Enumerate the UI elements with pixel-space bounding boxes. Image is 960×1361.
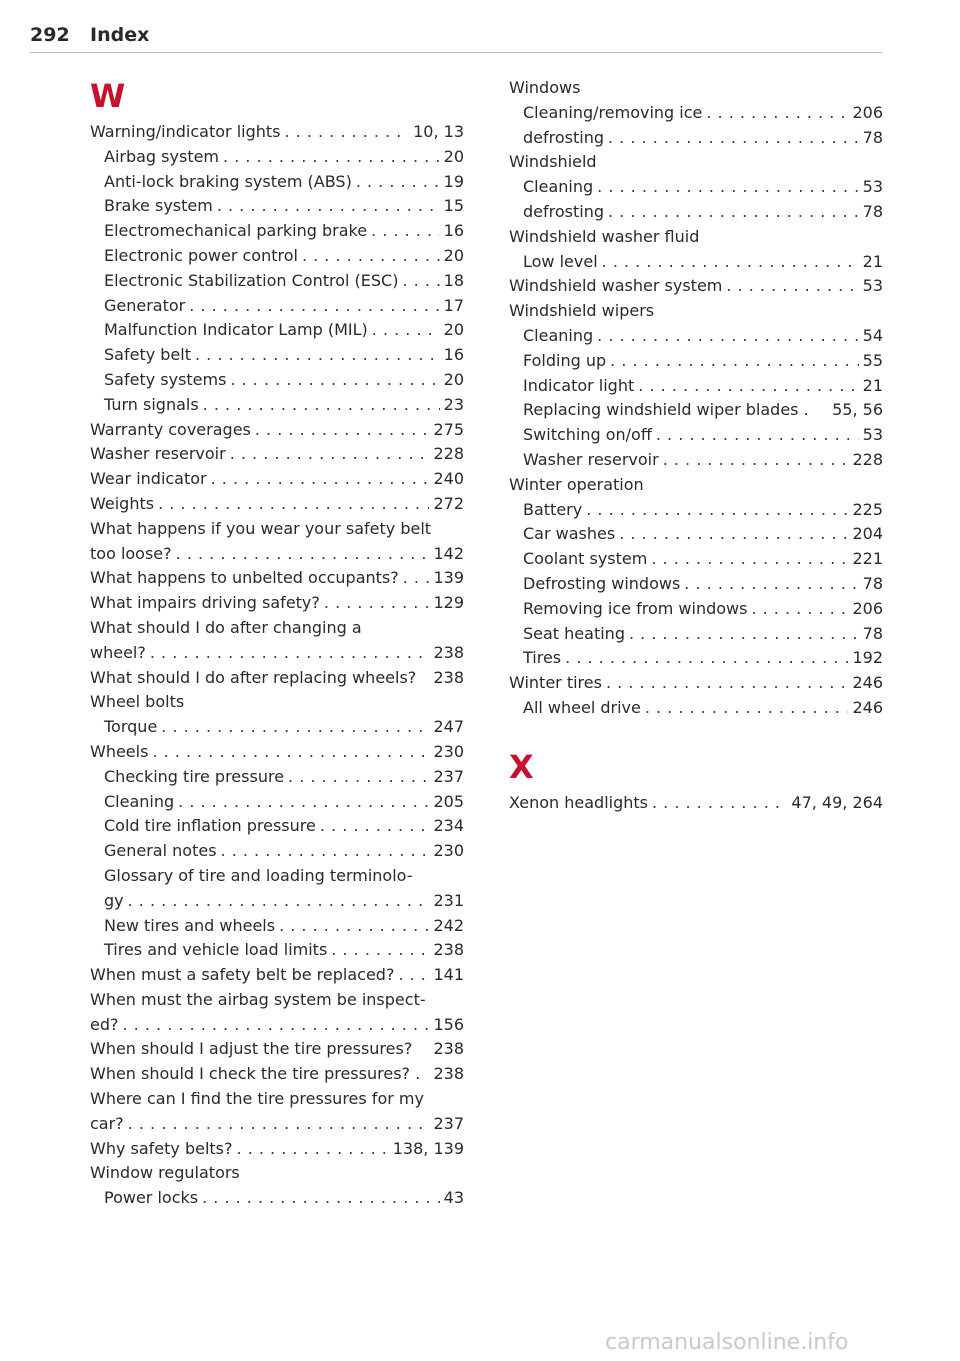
- entry-term: When should I adjust the tire pressures?: [90, 1039, 413, 1059]
- section-spacer: [509, 721, 883, 747]
- entry-term: defrosting: [523, 127, 604, 147]
- entry-term: defrosting: [523, 201, 604, 221]
- entry-page-ref: 237: [433, 1113, 464, 1133]
- dot-leader: [284, 120, 409, 145]
- entry-term: New tires and wheels: [104, 915, 276, 935]
- entry-page-ref: 54: [862, 325, 883, 345]
- index-entry: [509, 498, 883, 523]
- entry-term: Removing ice from windows: [523, 598, 748, 618]
- entry-term: When should I check the tire pressures? .: [90, 1064, 421, 1084]
- entry-term: Coolant system: [523, 549, 648, 569]
- index-entry: [90, 219, 464, 244]
- index-entry: [509, 274, 883, 299]
- entry-term: wheel?: [90, 642, 146, 662]
- entry-term: Cleaning: [104, 791, 175, 811]
- entry-page-ref: 78: [862, 127, 883, 147]
- index-heading: Wheel bolts: [90, 692, 185, 712]
- entry-page-ref: 238: [433, 1039, 464, 1059]
- index-entry: [90, 467, 464, 492]
- entry-term: Why safety belts?: [90, 1138, 233, 1158]
- entry-page-ref: 204: [852, 524, 883, 544]
- dot-leader: [158, 492, 429, 517]
- index-entry: [90, 393, 464, 418]
- index-entry: [509, 597, 883, 622]
- entry-page-ref: 237: [433, 766, 464, 786]
- dot-leader: [629, 622, 859, 647]
- entry-term: gy: [104, 890, 124, 910]
- index-entry: [90, 740, 464, 765]
- dot-leader: [706, 101, 848, 126]
- index-entry: [509, 175, 883, 200]
- index-entry: [90, 442, 464, 467]
- entry-page-ref: 53: [862, 425, 883, 445]
- entry-term: Cleaning/removing ice: [523, 102, 703, 122]
- index-entry: [90, 1112, 464, 1137]
- index-entry: [509, 547, 883, 572]
- entry-term: Defrosting windows: [523, 573, 681, 593]
- entry-page-ref: 238: [433, 642, 464, 662]
- dot-leader: [161, 715, 429, 740]
- dot-leader: [726, 274, 858, 299]
- index-heading: Winter operation: [509, 474, 644, 494]
- entry-page-ref: 246: [852, 697, 883, 717]
- index-entry: [90, 368, 464, 393]
- index-entry: [509, 622, 883, 647]
- entry-term: All wheel drive: [523, 697, 641, 717]
- entry-term: Battery: [523, 499, 583, 519]
- dot-leader: [230, 368, 439, 393]
- entry-page-ref: 20: [443, 320, 464, 340]
- entry-page-ref: 206: [852, 598, 883, 618]
- dot-leader: [288, 765, 429, 790]
- dot-leader: [356, 170, 440, 195]
- index-entry: [509, 522, 883, 547]
- entry-page-ref: 15: [443, 196, 464, 216]
- dot-leader: [223, 145, 440, 170]
- dot-leader: [152, 740, 429, 765]
- index-entry: [90, 839, 464, 864]
- dot-leader: [128, 1112, 430, 1137]
- index-heading: Windshield wipers: [509, 301, 655, 321]
- entry-page-ref: 78: [862, 623, 883, 643]
- entry-term: What should I do after replacing wheels?: [90, 667, 417, 687]
- index-heading: Where can I find the tire pressures for my: [90, 1089, 424, 1109]
- entry-term: Folding up: [523, 350, 607, 370]
- dot-leader: [195, 343, 440, 368]
- dot-leader: [128, 889, 430, 914]
- entry-page-ref: 78: [862, 201, 883, 221]
- dot-leader: [751, 597, 848, 622]
- page-number: 292: [30, 24, 70, 46]
- entry-page-ref: 230: [433, 841, 464, 861]
- index-entry: [509, 126, 883, 151]
- entry-term: Weights: [90, 493, 155, 513]
- index-heading: What happens if you wear your safety belt: [90, 518, 432, 538]
- dot-leader: [178, 790, 429, 815]
- entry-page-ref: 221: [852, 549, 883, 569]
- entry-page-ref: 240: [433, 469, 464, 489]
- entry-term: Torque: [104, 717, 158, 737]
- entry-page-ref: 206: [852, 102, 883, 122]
- entry-page-ref: 141: [433, 965, 464, 985]
- entry-term: Electronic Stabilization Control (ESC): [104, 270, 399, 290]
- entry-page-ref: 230: [433, 741, 464, 761]
- index-entry: [90, 318, 464, 343]
- dot-leader: [189, 294, 439, 319]
- index-entry: [90, 914, 464, 939]
- index-entry: [509, 101, 883, 126]
- dot-leader: [203, 393, 440, 418]
- entry-term: Cleaning: [523, 177, 594, 197]
- entry-term: Washer reservoir: [90, 444, 226, 464]
- entry-term: Replacing windshield wiper blades .: [523, 400, 809, 420]
- entry-term: too loose?: [90, 543, 172, 563]
- entry-page-ref: 238: [433, 667, 464, 687]
- entry-page-ref: 272: [433, 493, 464, 513]
- index-entry: [90, 269, 464, 294]
- entry-term: Indicator light: [523, 375, 635, 395]
- entry-page-ref: 20: [443, 369, 464, 389]
- entry-term: When must a safety belt be replaced?: [90, 965, 395, 985]
- entry-page-ref: 53: [862, 276, 883, 296]
- entry-page-ref: 246: [852, 673, 883, 693]
- dot-leader: [398, 963, 429, 988]
- index-entry: [509, 791, 883, 816]
- dot-leader: [211, 467, 430, 492]
- index-entry: [509, 696, 883, 721]
- index-entry: [90, 170, 464, 195]
- dot-leader: [597, 175, 858, 200]
- dot-leader: [608, 126, 859, 151]
- entry-page-ref: 18: [443, 270, 464, 290]
- dot-leader: [684, 572, 858, 597]
- index-entry: [509, 349, 883, 374]
- dot-leader: [324, 591, 430, 616]
- dot-leader: [123, 1013, 430, 1038]
- entry-page-ref: 55, 56: [832, 400, 883, 420]
- index-entry: [509, 423, 883, 448]
- entry-term: General notes: [104, 841, 217, 861]
- entry-page-ref: 55: [862, 350, 883, 370]
- entry-page-ref: 238: [433, 1064, 464, 1084]
- entry-term: Windshield washer system: [509, 276, 723, 296]
- index-entry: [90, 790, 464, 815]
- index-heading: Glossary of tire and loading terminolo-: [104, 865, 413, 885]
- entry-page-ref: 21: [862, 251, 883, 271]
- entry-page-ref: 139: [433, 568, 464, 588]
- index-entry: [509, 398, 883, 423]
- index-entry: [90, 963, 464, 988]
- index-entry: [90, 1186, 464, 1211]
- dot-leader: [255, 418, 430, 443]
- index-entry: [90, 492, 464, 517]
- dot-leader: [320, 814, 430, 839]
- dot-leader: [597, 324, 858, 349]
- index-heading: Window regulators: [90, 1163, 240, 1183]
- index-entry: [509, 572, 883, 597]
- dot-leader: [237, 1137, 389, 1162]
- entry-term: Seat heating: [523, 623, 625, 643]
- dot-leader: [565, 646, 848, 671]
- index-entry: [90, 542, 464, 567]
- dot-leader: [202, 1186, 440, 1211]
- index-heading: What should I do after changing a: [90, 617, 362, 637]
- index-entry: [90, 294, 464, 319]
- entry-page-ref: 47, 49, 264: [791, 792, 883, 812]
- entry-term: Safety systems: [104, 369, 227, 389]
- entry-term: What impairs driving safety?: [90, 593, 320, 613]
- dot-leader: [176, 542, 430, 567]
- entry-page-ref: 10, 13: [413, 122, 464, 141]
- index-entry: [90, 591, 464, 616]
- entry-page-ref: 242: [433, 915, 464, 935]
- entry-term: Cleaning: [523, 325, 594, 345]
- dot-leader: [402, 269, 439, 294]
- entry-term: Electronic power control: [104, 245, 298, 265]
- entry-page-ref: 225: [852, 499, 883, 519]
- index-entry: [90, 765, 464, 790]
- entry-term: What happens to unbelted occupants?: [90, 568, 399, 588]
- entry-page-ref: 43: [443, 1188, 464, 1208]
- index-entry: [90, 244, 464, 269]
- page-header: [30, 22, 882, 53]
- dot-leader: [586, 498, 848, 523]
- entry-page-ref: 129: [433, 593, 464, 613]
- dot-leader: [645, 696, 849, 721]
- index-entry: [90, 194, 464, 219]
- index-entry: [90, 1037, 464, 1062]
- entry-page-ref: 19: [443, 171, 464, 191]
- dot-leader: [610, 349, 858, 374]
- dot-leader: [150, 641, 430, 666]
- entry-term: Electromechanical parking brake: [104, 221, 368, 241]
- index-entry: [509, 646, 883, 671]
- dot-leader: [372, 318, 440, 343]
- index-entry: [509, 671, 883, 696]
- entry-page-ref: 228: [852, 449, 883, 469]
- entry-term: Warning/indicator lights: [90, 122, 281, 141]
- index-entry: [90, 418, 464, 443]
- dot-leader: [606, 671, 848, 696]
- dot-leader: [403, 566, 430, 591]
- entry-term: Anti-lock braking system (ABS): [104, 171, 352, 191]
- index-entry: [90, 1062, 464, 1087]
- entry-term: Malfunction Indicator Lamp (MIL): [104, 320, 368, 340]
- dot-leader: [217, 194, 440, 219]
- entry-page-ref: 20: [443, 146, 464, 166]
- index-entry: [90, 814, 464, 839]
- index-heading: Windshield washer fluid: [509, 226, 700, 246]
- entry-term: Power locks: [104, 1188, 199, 1208]
- index-entry: [90, 566, 464, 591]
- dot-leader: [230, 442, 430, 467]
- index-entry: [509, 324, 883, 349]
- entry-term: Wear indicator: [90, 469, 207, 489]
- entry-term: Tires: [523, 648, 562, 668]
- entry-term: car?: [90, 1113, 124, 1133]
- dot-leader: [652, 791, 787, 816]
- index-entry: [90, 641, 464, 666]
- dot-leader: [638, 374, 858, 399]
- entry-page-ref: 231: [433, 890, 464, 910]
- entry-term: Low level: [523, 251, 598, 271]
- entry-page-ref: 234: [433, 816, 464, 836]
- index-column-right: [509, 76, 883, 816]
- index-entry: [90, 666, 464, 691]
- dot-leader: [331, 938, 429, 963]
- dot-leader: [619, 522, 848, 547]
- entry-term: Checking tire pressure: [104, 766, 285, 786]
- entry-term: Winter tires: [509, 673, 602, 693]
- dot-leader: [656, 423, 859, 448]
- entry-page-ref: 247: [433, 717, 464, 737]
- dot-leader: [602, 250, 859, 275]
- entry-term: Generator: [104, 295, 186, 315]
- index-entry: [509, 448, 883, 473]
- entry-page-ref: 142: [433, 543, 464, 563]
- entry-page-ref: 16: [443, 221, 464, 241]
- entry-page-ref: 20: [443, 245, 464, 265]
- entry-page-ref: 16: [443, 345, 464, 365]
- entry-term: ed?: [90, 1014, 119, 1034]
- dot-leader: [371, 219, 440, 244]
- watermark: carmanualsonline.info: [605, 1330, 849, 1355]
- index-entry: [509, 374, 883, 399]
- entry-page-ref: 23: [443, 394, 464, 414]
- index-entry: [509, 200, 883, 225]
- entry-term: Cold tire inflation pressure: [104, 816, 316, 836]
- entry-term: Xenon headlights: [509, 792, 648, 812]
- dot-leader: [279, 914, 429, 939]
- entry-term: Airbag system: [104, 146, 220, 166]
- index-heading: When must the airbag system be inspect-: [90, 989, 426, 1009]
- index-entry: [509, 250, 883, 275]
- entry-page-ref: 228: [433, 444, 464, 464]
- entry-term: Washer reservoir: [523, 449, 659, 469]
- dot-leader: [302, 244, 440, 269]
- entry-page-ref: 238: [433, 940, 464, 960]
- page-title: Index: [90, 24, 150, 46]
- entry-page-ref: 17: [443, 295, 464, 315]
- index-entry: [90, 889, 464, 914]
- entry-page-ref: 192: [852, 648, 883, 668]
- entry-term: Wheels: [90, 741, 149, 761]
- dot-leader: [608, 200, 859, 225]
- entry-page-ref: 138, 139: [392, 1138, 464, 1158]
- index-entry: [90, 145, 464, 170]
- entry-term: Safety belt: [104, 345, 191, 365]
- index-heading: Windshield: [509, 152, 597, 172]
- entry-page-ref: 53: [862, 177, 883, 197]
- entry-page-ref: 275: [433, 419, 464, 439]
- entry-term: Warranty coverages: [90, 419, 251, 439]
- entry-term: Car washes: [523, 524, 616, 544]
- entry-page-ref: 78: [862, 573, 883, 593]
- index-entry: [90, 1137, 464, 1162]
- index-entry: [90, 343, 464, 368]
- index-entry: [90, 1013, 464, 1038]
- entry-page-ref: 205: [433, 791, 464, 811]
- entry-term: Tires and vehicle load limits: [104, 940, 328, 960]
- entry-page-ref: 21: [862, 375, 883, 395]
- entry-term: Switching on/off: [523, 425, 652, 445]
- dot-leader: [651, 547, 848, 572]
- index-entry: [90, 715, 464, 740]
- entry-term: Brake system: [104, 196, 213, 216]
- dot-leader: [221, 839, 430, 864]
- entry-page-ref: 156: [433, 1014, 464, 1034]
- index-entry: [90, 938, 464, 963]
- index-entry: [90, 120, 464, 145]
- index-column-left: [90, 76, 464, 1211]
- section-letter: W: [90, 77, 126, 115]
- dot-leader: [663, 448, 849, 473]
- entry-term: Turn signals: [104, 394, 199, 414]
- section-letter: X: [509, 747, 534, 786]
- index-heading: Windows: [509, 78, 581, 97]
